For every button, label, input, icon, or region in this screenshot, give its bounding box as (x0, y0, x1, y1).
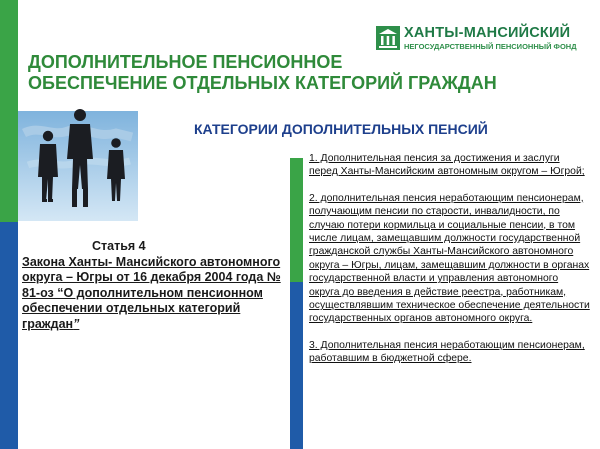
page-title-line-2: ОБЕСПЕЧЕНИЕ ОТДЕЛЬНЫХ КАТЕГОРИЙ ГРАЖДАН (28, 73, 497, 93)
law-article-reference (22, 239, 284, 333)
building-columns-icon (376, 26, 400, 50)
divider-bar-green (290, 158, 303, 282)
business-people-photo (18, 103, 138, 221)
article-body (22, 255, 284, 333)
logo-subtitle: НЕГОСУДАРСТВЕННЫЙ ПЕНСИОННЫЙ ФОНД (404, 42, 577, 51)
fund-logo (376, 24, 600, 54)
list-item: 2. дополнительная пенсия неработающим пенсионерам, получающим пенсии по старости, инвалидности, по случаю потери кормильца и социальные пенсии, в том числе лицам, замещавшим должности государственной гражданской службы Ханты-Мансийского автономного округа – Югры, лицам, замещавшим должности в органах государственной власти и управления автономного округа до введения в действие реестра, работникам, осуществлявшим техническое обеспечение деятельности государственных органов автономного округа. (309, 192, 590, 325)
left-accent-bar-blue (0, 222, 18, 449)
page-title (28, 52, 497, 94)
pension-categories-list (309, 152, 591, 366)
article-body-text: Закона Ханты- Мансийского автономного округа – Югры от 16 декабря 2004 года № 81-оз “О дополнительном пенсионном обеспечении отдельных категорий граждан (22, 254, 281, 331)
list-item: 3. Дополнительная пенсия неработающим пенсионерам, работавшим в бюджетной сфере. (309, 339, 585, 365)
left-accent-bar-green (0, 0, 18, 222)
article-closing-quote: ” (73, 316, 80, 331)
logo-name: ХАНТЫ-МАНСИЙСКИЙ (404, 25, 571, 41)
article-heading: Статья 4 (92, 239, 146, 253)
section-subtitle: КАТЕГОРИИ ДОПОЛНИТЕЛЬНЫХ ПЕНСИЙ (194, 121, 488, 137)
divider-bar-blue (290, 282, 303, 449)
list-item: 1. Дополнительная пенсия за достижения и заслуги перед Ханты-Мансийским автономным округом – Югрой; (309, 153, 585, 178)
page-title-line-1: ДОПОЛНИТЕЛЬНОЕ ПЕНСИОННОЕ (28, 52, 343, 72)
